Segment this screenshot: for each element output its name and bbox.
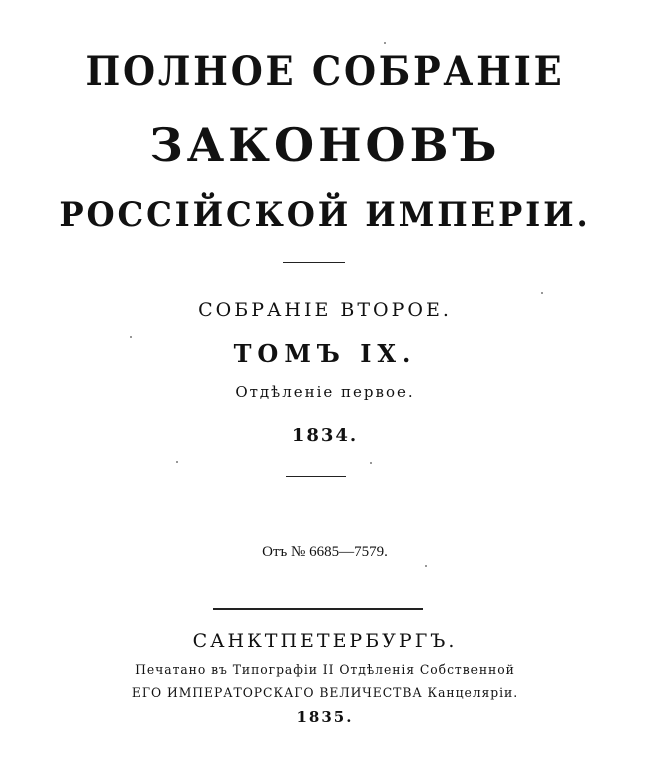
paper-speck xyxy=(541,292,543,294)
decorative-rule-middle xyxy=(286,476,346,477)
decorative-rule-top xyxy=(283,262,345,263)
law-number-range: Отъ № 6685—7579. xyxy=(262,544,388,560)
imprint-printer-line-2: ЕГО ИМПЕРАТОРСКАГО ВЕЛИЧЕСТВА Канцеляріи. xyxy=(131,686,519,701)
title-line-2: ЗАКОНОВЪ xyxy=(149,118,501,172)
paper-speck xyxy=(370,462,372,464)
volume-label: ТОМЪ IX. xyxy=(233,339,417,368)
imprint-city: САНКТПЕТЕРБУРГЪ. xyxy=(192,630,458,652)
paper-speck xyxy=(384,42,386,44)
edition-year: 1834. xyxy=(291,425,359,446)
title-line-3: РОССІЙСКОЙ ИМПЕРІИ. xyxy=(59,195,591,235)
collection-label: СОБРАНІЕ ВТОРОЕ. xyxy=(198,299,452,321)
paper-speck xyxy=(130,336,132,338)
decorative-rule-bottom xyxy=(213,608,423,610)
section-label: Отдѣленіе первое. xyxy=(235,383,415,401)
title-line-1: ПОЛНОЕ СОБРАНІЕ xyxy=(85,48,565,95)
paper-speck xyxy=(425,565,427,567)
imprint-year: 1835. xyxy=(296,708,354,726)
imprint-printer-line-1: Печатано въ Типографіи II Отдѣленія Собственной xyxy=(135,663,515,678)
paper-speck xyxy=(176,461,178,463)
